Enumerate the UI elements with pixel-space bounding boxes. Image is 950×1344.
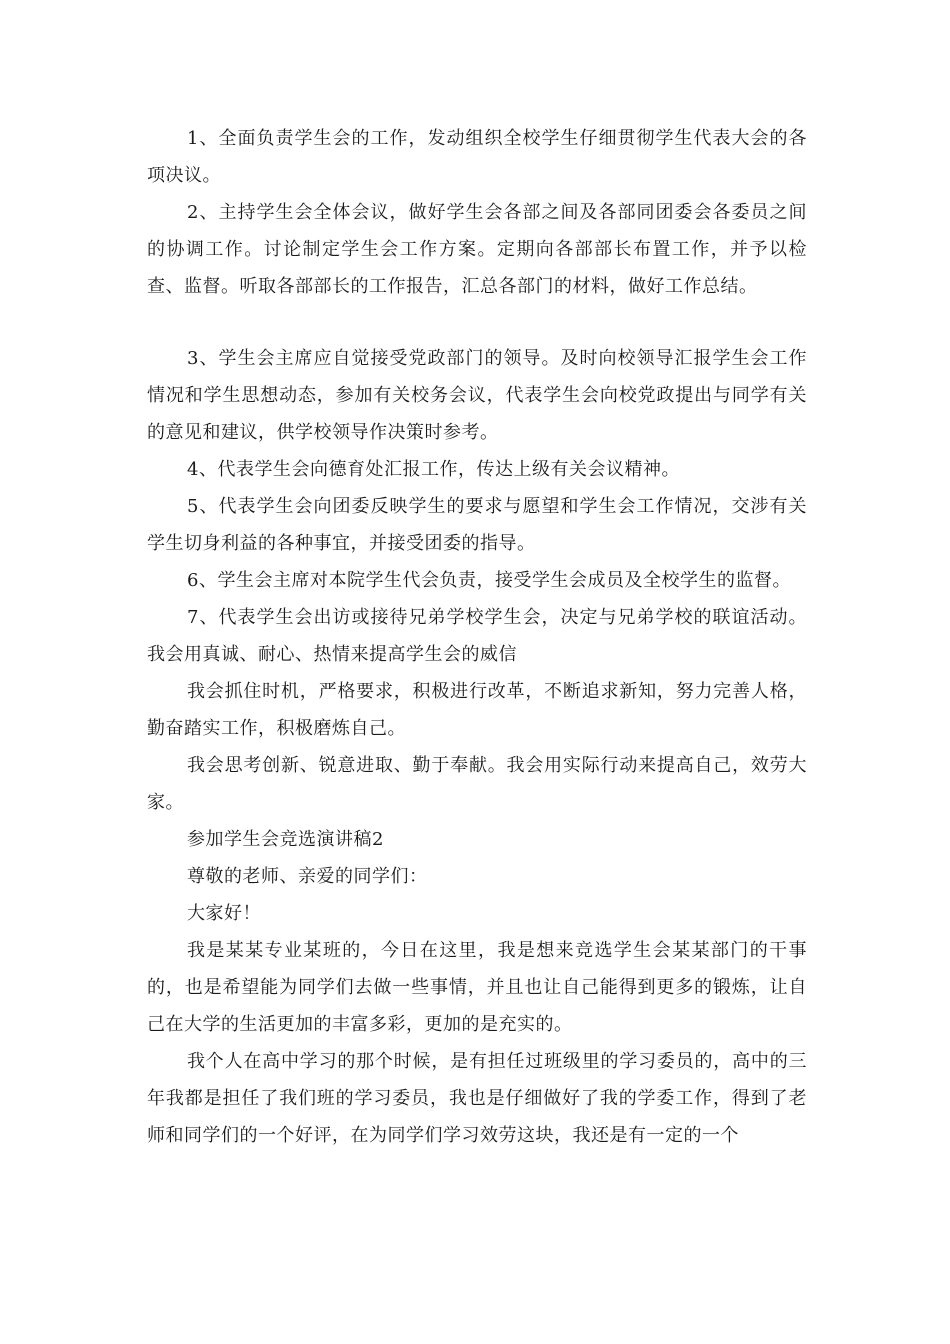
salutation: 尊敬的老师、亲爱的同学们： xyxy=(187,866,428,887)
paragraph-duty-5: 5、代表学生会向团委反映学生的要求与愿望和学生会工作情况，交涉有关学生切身利益的各种事宜，并接受团委的指导。 xyxy=(147,496,807,554)
paragraph-duty-3: 3、学生会主席应自觉接受党政部门的领导。及时向校领导汇报学生会工作情况和学生思想动态，参加有关校务会议，代表学生会向校党政提出与同学有关的意见和建议，供学校领导作决策时参考。 xyxy=(147,348,807,443)
section-heading: 参加学生会竞选演讲稿2 xyxy=(187,829,384,850)
paragraph-duty-2: 2、主持学生会全体会议，做好学生会各部之间及各部同团委会各委员之间的协调工作。讨论制定学生会工作方案。定期向各部部长布置工作，并予以检查、监督。听取各部部长的工作报告，汇总各部门的材料，做好工作总结。 xyxy=(147,202,807,297)
paragraph-gap xyxy=(147,305,807,340)
paragraph-duty-6: 6、学生会主席对本院学生代会负责，接受学生会成员及全校学生的监督。 xyxy=(187,570,791,591)
greeting: 大家好！ xyxy=(187,903,261,924)
paragraph-duty-1: 1、全面负责学生会的工作，发动组织全校学生仔细贯彻学生代表大会的各项决议。 xyxy=(147,128,807,186)
paragraph-commitment-1: 我会抓住时机，严格要求，积极进行改革，不断追求新知，努力完善人格，勤奋踏实工作，积极磨炼自己。 xyxy=(147,681,807,739)
document-body xyxy=(147,120,807,1154)
paragraph-duty-7: 7、代表学生会出访或接待兄弟学校学生会，决定与兄弟学校的联谊活动。我会用真诚、耐心、热情来提高学生会的威信 xyxy=(147,607,807,665)
paragraph-commitment-2: 我会思考创新、锐意进取、勤于奉献。我会用实际行动来提高自己，效劳大家。 xyxy=(147,755,807,813)
paragraph-intro: 我是某某专业某班的，今日在这里，我是想来竞选学生会某某部门的干事的，也是希望能为同学们去做一些事情，并且也让自己能得到更多的锻炼，让自己在大学的生活更加的丰富多彩，更加的是充实的。 xyxy=(147,940,807,1035)
paragraph-duty-4: 4、代表学生会向德育处汇报工作，传达上级有关会议精神。 xyxy=(187,459,680,480)
paragraph-experience: 我个人在高中学习的那个时候，是有担任过班级里的学习委员的，高中的三年我都是担任了我们班的学习委员，我也是仔细做好了我的学委工作，得到了老师和同学们的一个好评，在为同学们学习效劳这块，我还是有一定的一个 xyxy=(147,1051,807,1146)
